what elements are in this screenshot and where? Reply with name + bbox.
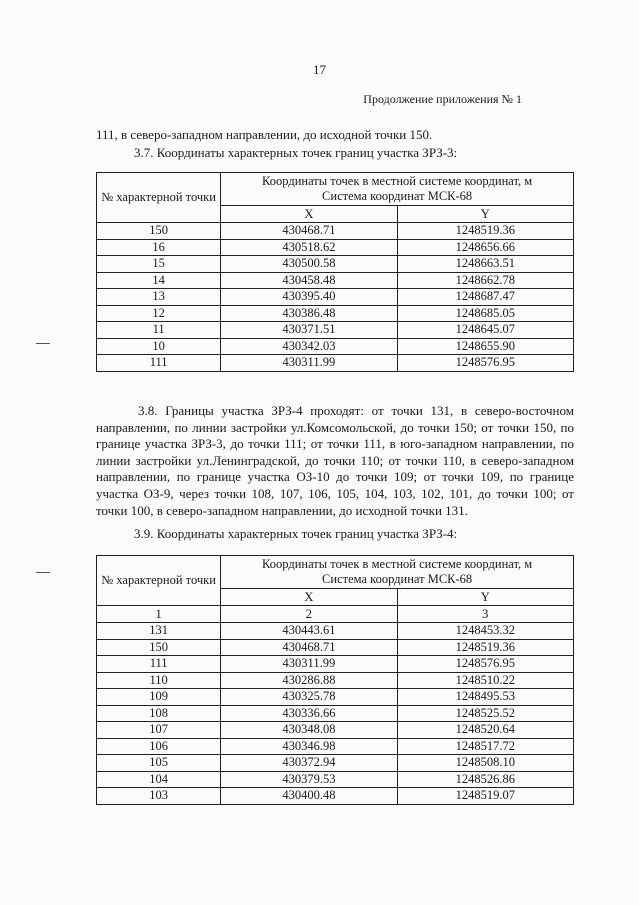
y-coordinate-cell: 1248655.90	[397, 338, 573, 355]
column-number-2: 2	[221, 606, 397, 623]
table-row	[97, 722, 574, 739]
point-number-cell: 109	[97, 689, 221, 706]
coordinates-group-header: Координаты точек в местной системе координат, м Система координат МСК-68	[221, 556, 574, 589]
point-number-cell: 107	[97, 722, 221, 739]
previous-paragraph-end: 111, в северо-западном направлении, до исходной точки 150.	[96, 127, 433, 142]
table-zrz4-coordinates	[96, 555, 574, 805]
table-row	[97, 639, 574, 656]
coordinates-group-header: Координаты точек в местной системе координат, м Система координат МСК-68	[221, 173, 574, 206]
x-header: X	[221, 589, 397, 606]
x-coordinate-cell: 430443.61	[221, 623, 397, 640]
point-number-cell: 12	[97, 305, 221, 322]
y-coordinate-cell: 1248663.51	[397, 256, 573, 273]
point-number-cell: 103	[97, 788, 221, 805]
x-header: X	[221, 206, 397, 223]
y-coordinate-cell: 1248662.78	[397, 272, 573, 289]
table-row	[97, 672, 574, 689]
point-number-cell: 131	[97, 623, 221, 640]
point-number-cell: 150	[97, 639, 221, 656]
page-number: 17	[313, 62, 326, 77]
y-coordinate-cell: 1248645.07	[397, 322, 573, 339]
x-coordinate-cell: 430500.58	[221, 256, 397, 273]
table-zrz3-coordinates	[96, 172, 574, 372]
y-coordinate-cell: 1248685.05	[397, 305, 573, 322]
x-coordinate-cell: 430395.40	[221, 289, 397, 306]
x-coordinate-cell: 430379.53	[221, 771, 397, 788]
point-number-cell: 106	[97, 738, 221, 755]
point-number-cell: 15	[97, 256, 221, 273]
table-row	[97, 305, 574, 322]
section-3-8-paragraph: 3.8. Границы участка ЗРЗ-4 проходят: от точки 131, в северо-восточном направлении, по линии застройки ул.Комсомольской, до точки 150; от точки 150, по границе участка ЗРЗ-3, до точки 111; от точки 111, в юго-западном направлении, по линии застройки ул.Ленинградской, до точки 110; от точки 110, в северо-западном направлении, по границе участка ОЗ-10 до точки 109; от точки 109, по границе участка ОЗ-9, через точки 108, 107, 106, 105, 104, 103, 102, 101, до точки 100; от точки 100, в северо-западном направлении, до исходной точки 131.	[96, 403, 574, 518]
point-number-header: № характерной точки	[97, 173, 221, 223]
point-number-cell: 13	[97, 289, 221, 306]
point-number-cell: 11	[97, 322, 221, 339]
y-coordinate-cell: 1248525.52	[397, 705, 573, 722]
table-row	[97, 705, 574, 722]
table-row	[97, 755, 574, 772]
x-coordinate-cell: 430348.08	[221, 722, 397, 739]
table-row	[97, 623, 574, 640]
y-coordinate-cell: 1248576.95	[397, 656, 573, 673]
y-coordinate-cell: 1248508.10	[397, 755, 573, 772]
x-coordinate-cell: 430372.94	[221, 755, 397, 772]
y-coordinate-cell: 1248519.07	[397, 788, 573, 805]
x-coordinate-cell: 430325.78	[221, 689, 397, 706]
section-3-9-caption: 3.9. Координаты характерных точек границ участка ЗРЗ-4:	[134, 526, 458, 541]
column-number-3: 3	[397, 606, 573, 623]
x-coordinate-cell: 430311.99	[221, 355, 397, 372]
point-number-cell: 105	[97, 755, 221, 772]
table-row	[97, 689, 574, 706]
table-row	[97, 656, 574, 673]
x-coordinate-cell: 430400.48	[221, 788, 397, 805]
table-row	[97, 239, 574, 256]
x-coordinate-cell: 430336.66	[221, 705, 397, 722]
x-coordinate-cell: 430342.03	[221, 338, 397, 355]
point-number-cell: 104	[97, 771, 221, 788]
margin-mark	[36, 343, 50, 344]
x-coordinate-cell: 430286.88	[221, 672, 397, 689]
x-coordinate-cell: 430468.71	[221, 223, 397, 240]
table-row	[97, 322, 574, 339]
section-3-7-caption: 3.7. Координаты характерных точек границ участка ЗРЗ-3:	[134, 145, 458, 160]
margin-mark	[36, 572, 50, 573]
column-number-1: 1	[97, 606, 221, 623]
y-header: Y	[397, 589, 573, 606]
y-coordinate-cell: 1248517.72	[397, 738, 573, 755]
y-coordinate-cell: 1248510.22	[397, 672, 573, 689]
y-coordinate-cell: 1248519.36	[397, 639, 573, 656]
x-coordinate-cell: 430518.62	[221, 239, 397, 256]
y-coordinate-cell: 1248453.32	[397, 623, 573, 640]
table-row	[97, 738, 574, 755]
table-row	[97, 272, 574, 289]
point-number-cell: 111	[97, 355, 221, 372]
x-coordinate-cell: 430458.48	[221, 272, 397, 289]
y-coordinate-cell: 1248520.64	[397, 722, 573, 739]
y-coordinate-cell: 1248576.95	[397, 355, 573, 372]
point-number-header: № характерной точки	[97, 556, 221, 606]
y-header: Y	[397, 206, 573, 223]
table-row	[97, 338, 574, 355]
x-coordinate-cell: 430386.48	[221, 305, 397, 322]
x-coordinate-cell: 430311.99	[221, 656, 397, 673]
point-number-cell: 10	[97, 338, 221, 355]
y-coordinate-cell: 1248656.66	[397, 239, 573, 256]
point-number-cell: 108	[97, 705, 221, 722]
y-coordinate-cell: 1248495.53	[397, 689, 573, 706]
table-row	[97, 256, 574, 273]
table-row	[97, 223, 574, 240]
point-number-cell: 111	[97, 656, 221, 673]
x-coordinate-cell: 430371.51	[221, 322, 397, 339]
table-row	[97, 289, 574, 306]
table-row	[97, 788, 574, 805]
point-number-cell: 110	[97, 672, 221, 689]
x-coordinate-cell: 430468.71	[221, 639, 397, 656]
x-coordinate-cell: 430346.98	[221, 738, 397, 755]
point-number-cell: 150	[97, 223, 221, 240]
y-coordinate-cell: 1248526.86	[397, 771, 573, 788]
y-coordinate-cell: 1248519.36	[397, 223, 573, 240]
appendix-note: Продолжение приложения № 1	[363, 92, 522, 106]
table-row	[97, 771, 574, 788]
table-row	[97, 355, 574, 372]
point-number-cell: 16	[97, 239, 221, 256]
y-coordinate-cell: 1248687.47	[397, 289, 573, 306]
point-number-cell: 14	[97, 272, 221, 289]
